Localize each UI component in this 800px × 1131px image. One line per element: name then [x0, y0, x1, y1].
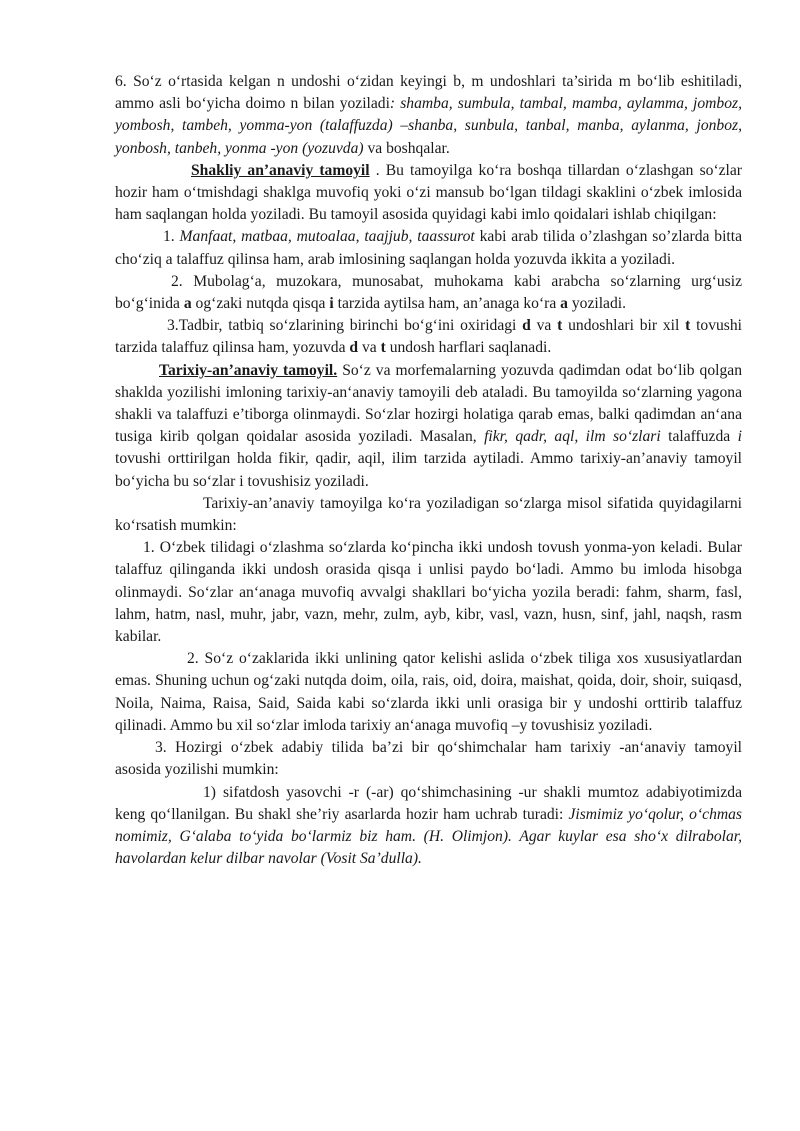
bold-letter: t: [557, 317, 563, 335]
text-run: 3. Hozirgi o‘zbek adabiy tilida ba’zi bir qo‘shimchalar ham tarixiy -an‘anaviy tamoyil asosida yozilishi mumkin:: [115, 739, 742, 779]
italic-text: Jismimiz yo‘qolur, o‘chmas nomimiz, G‘alaba to‘yida bo‘larmiz biz ham. (H. Olimjon). Agar kuylar esa sho‘x dilrabolar, havolardan kelur dilbar navolar (Vosit Sa’dulla).: [115, 805, 742, 868]
text-run: 3.Tadbir, tatbiq so‘zlarining birinchi bo‘g‘ini oxiridagi: [167, 317, 523, 335]
text-run: tovushi orttirilgan holda fikir, qadir, aqil, ilim tarzida aytiladi. Ammo tarixiy-an’anaviy tamoyil bo‘yicha bu so‘zlar i tovushisiz yoziladi.: [115, 450, 742, 490]
text-run: tarzida aytilsa ham, an’anaga ko‘ra: [333, 295, 561, 313]
text-run: va: [358, 339, 381, 357]
bold-letter: t: [685, 317, 691, 335]
text-run: 6. So‘z o‘rtasida kelgan n undoshi o‘zidan keyingi b, m undoshlari ta’sirida m bo‘lib eshitiladi, ammo asli bo‘yicha doimo n bilan yoziladi: [115, 73, 742, 113]
italic-text: i: [737, 428, 742, 446]
text-run: 1) sifatdosh yasovchi -r (-ar) qo‘shimchasining -ur shakli mumtoz adabiyotimizda keng qo‘llanilgan. Bu shakl she’riy asarlarda hozir ham uchrab turadi:: [115, 783, 742, 823]
paragraph-rule-1-manfaat: [115, 226, 742, 270]
text-run: 1.: [163, 228, 180, 246]
section-heading: Shakliy an’anaviy tamoyil: [191, 161, 370, 179]
text-run: . Bu tamoyilga ko‘ra boshqa tillardan o‘zlashgan so‘zlar hozir ham o‘tmishdagi shaklga muvofiq yoki o‘zi mansub bo‘lgan tildagi skaklini o‘zbek imlosida ham saqlangan holda yoziladi. Bu tamoyil asosida quyidagi kabi imlo qoidalari ishlab chiqilgan:: [115, 161, 742, 224]
bold-letter: i: [329, 295, 334, 313]
text-run: kabi arab tilida o’zlashgan so’zlarda bitta cho‘ziq a talaffuz qilinsa ham, arab imlosining saqlangan holda yozuvda ikkita a yoziladi.: [115, 228, 742, 268]
paragraph-example-3-qoshimcha: [115, 737, 742, 781]
paragraph-n-undoshi-rule: [115, 71, 742, 160]
text-run: va boshqalar.: [363, 139, 450, 157]
paragraph-rule-2-mubolaga: [115, 271, 742, 315]
text-run: 1. O‘zbek tilidagi o‘zlashma so‘zlarda ko‘pincha ikki undosh tovush yonma-yon keladi. Bular talaffuz qilinganda ikki undosh orasida qisqa i unlisi paydo bo‘ladi. Ammo bu imloda hisobga olinmaydi. So‘zlar an‘anaga muvofiq avvalgi shakllari bo‘yicha yozila beradi: fahm, sharm, fasl, lahm, hatm, nasl, muhr, jabr, vazn, mehr, zulm, ayb, kibr, vasl, vazn, husn, sinf, jahl, naqsh, rasm kabilar.: [115, 539, 742, 646]
italic-text: : shamba, sumbula, tambal, mamba, aylamma, jomboz, yombosh, tambeh, yomma-yon (talaffuzda) –shanba, sunbula, tanbal, manba, aylanma, jonboz, yonbosh, tanbeh, yonma -yon (yozuvda): [115, 95, 742, 157]
section-heading: Tarixiy-an’anaviy tamoyil.: [159, 361, 338, 379]
paragraph-example-2-unli: [115, 648, 742, 737]
paragraph-tarixiy-examples-intro: [115, 493, 742, 537]
text-run: 2. Mubolag‘a, muzokara, munosabat, muhokama kabi arabcha so‘zlarning urg‘usiz bo‘g‘inida: [115, 272, 742, 313]
bold-letter: d: [349, 339, 359, 357]
bold-letter: t: [380, 339, 386, 357]
text-run: Tarixiy-an’anaviy tamoyilga ko‘ra yoziladigan so‘zlarga misol sifatida quyidagilarni ko‘rsatish mumkin:: [115, 494, 742, 535]
text-run: undoshlari bir xil: [562, 317, 686, 335]
text-run: yoziladi.: [567, 295, 626, 313]
bold-letter: d: [522, 317, 531, 335]
paragraph-rule-3-tadbir: [115, 315, 742, 359]
paragraph-tarixiy-tamoyil: [115, 360, 742, 493]
text-run: undosh harflari saqlanadi.: [385, 339, 552, 357]
text-run: og‘zaki nutqda qisqa: [191, 295, 330, 313]
paragraph-shakliy-tamoyil: [115, 160, 742, 227]
bold-letter: a: [560, 295, 568, 313]
text-run: So‘z va morfemalarning yozuvda qadimdan odat bo‘lib qolgan shaklda yozilishi imloning tarixiy-an‘anaviy tamoyili deb ataladi. Bu tamoyilda so‘zlarning yagona shakli va talaffuzi e’tiborga olinmaydi. So‘zlar hozirgi holatiga qarab emas, balki qadimdan an‘ana tusiga kirib qolgan qoidalar asosida yoziladi. Masalan,: [115, 361, 742, 446]
text-run: 2. So‘z o‘zaklarida ikki unlining qator kelishi aslida o‘zbek tiliga xos xususiyatlardan emas. Shuning uchun og‘zaki nutqda doim, oila, rais, oid, doira, maishat, qoida, doir, shoir, suiqasd, Noila, Naima, Raisa, Said, Saida kabi so‘zlarda ikki unli orasiga bir y undoshi orttirib talaffuz qilinadi. Ammo bu xil so‘zlar imloda tarixiy an‘anaga muvofiq –y tovushisiz yoziladi.: [115, 650, 742, 734]
bold-letter: a: [183, 295, 192, 313]
paragraph-example-3-1-sifatdosh: [115, 782, 742, 871]
italic-text: Manfaat, matbaa, mutoalaa, taajjub, taassurot: [179, 228, 475, 246]
text-run: talaffuzda: [660, 428, 738, 446]
paragraph-example-1-undosh: [115, 537, 742, 648]
text-run: va: [530, 317, 558, 335]
document-page: [115, 71, 742, 870]
italic-text: fikr, qadr, aql, ilm so‘zlari: [484, 428, 661, 446]
text-run: tovushi tarzida talaffuz qilinsa ham, yozuvda: [115, 317, 742, 357]
